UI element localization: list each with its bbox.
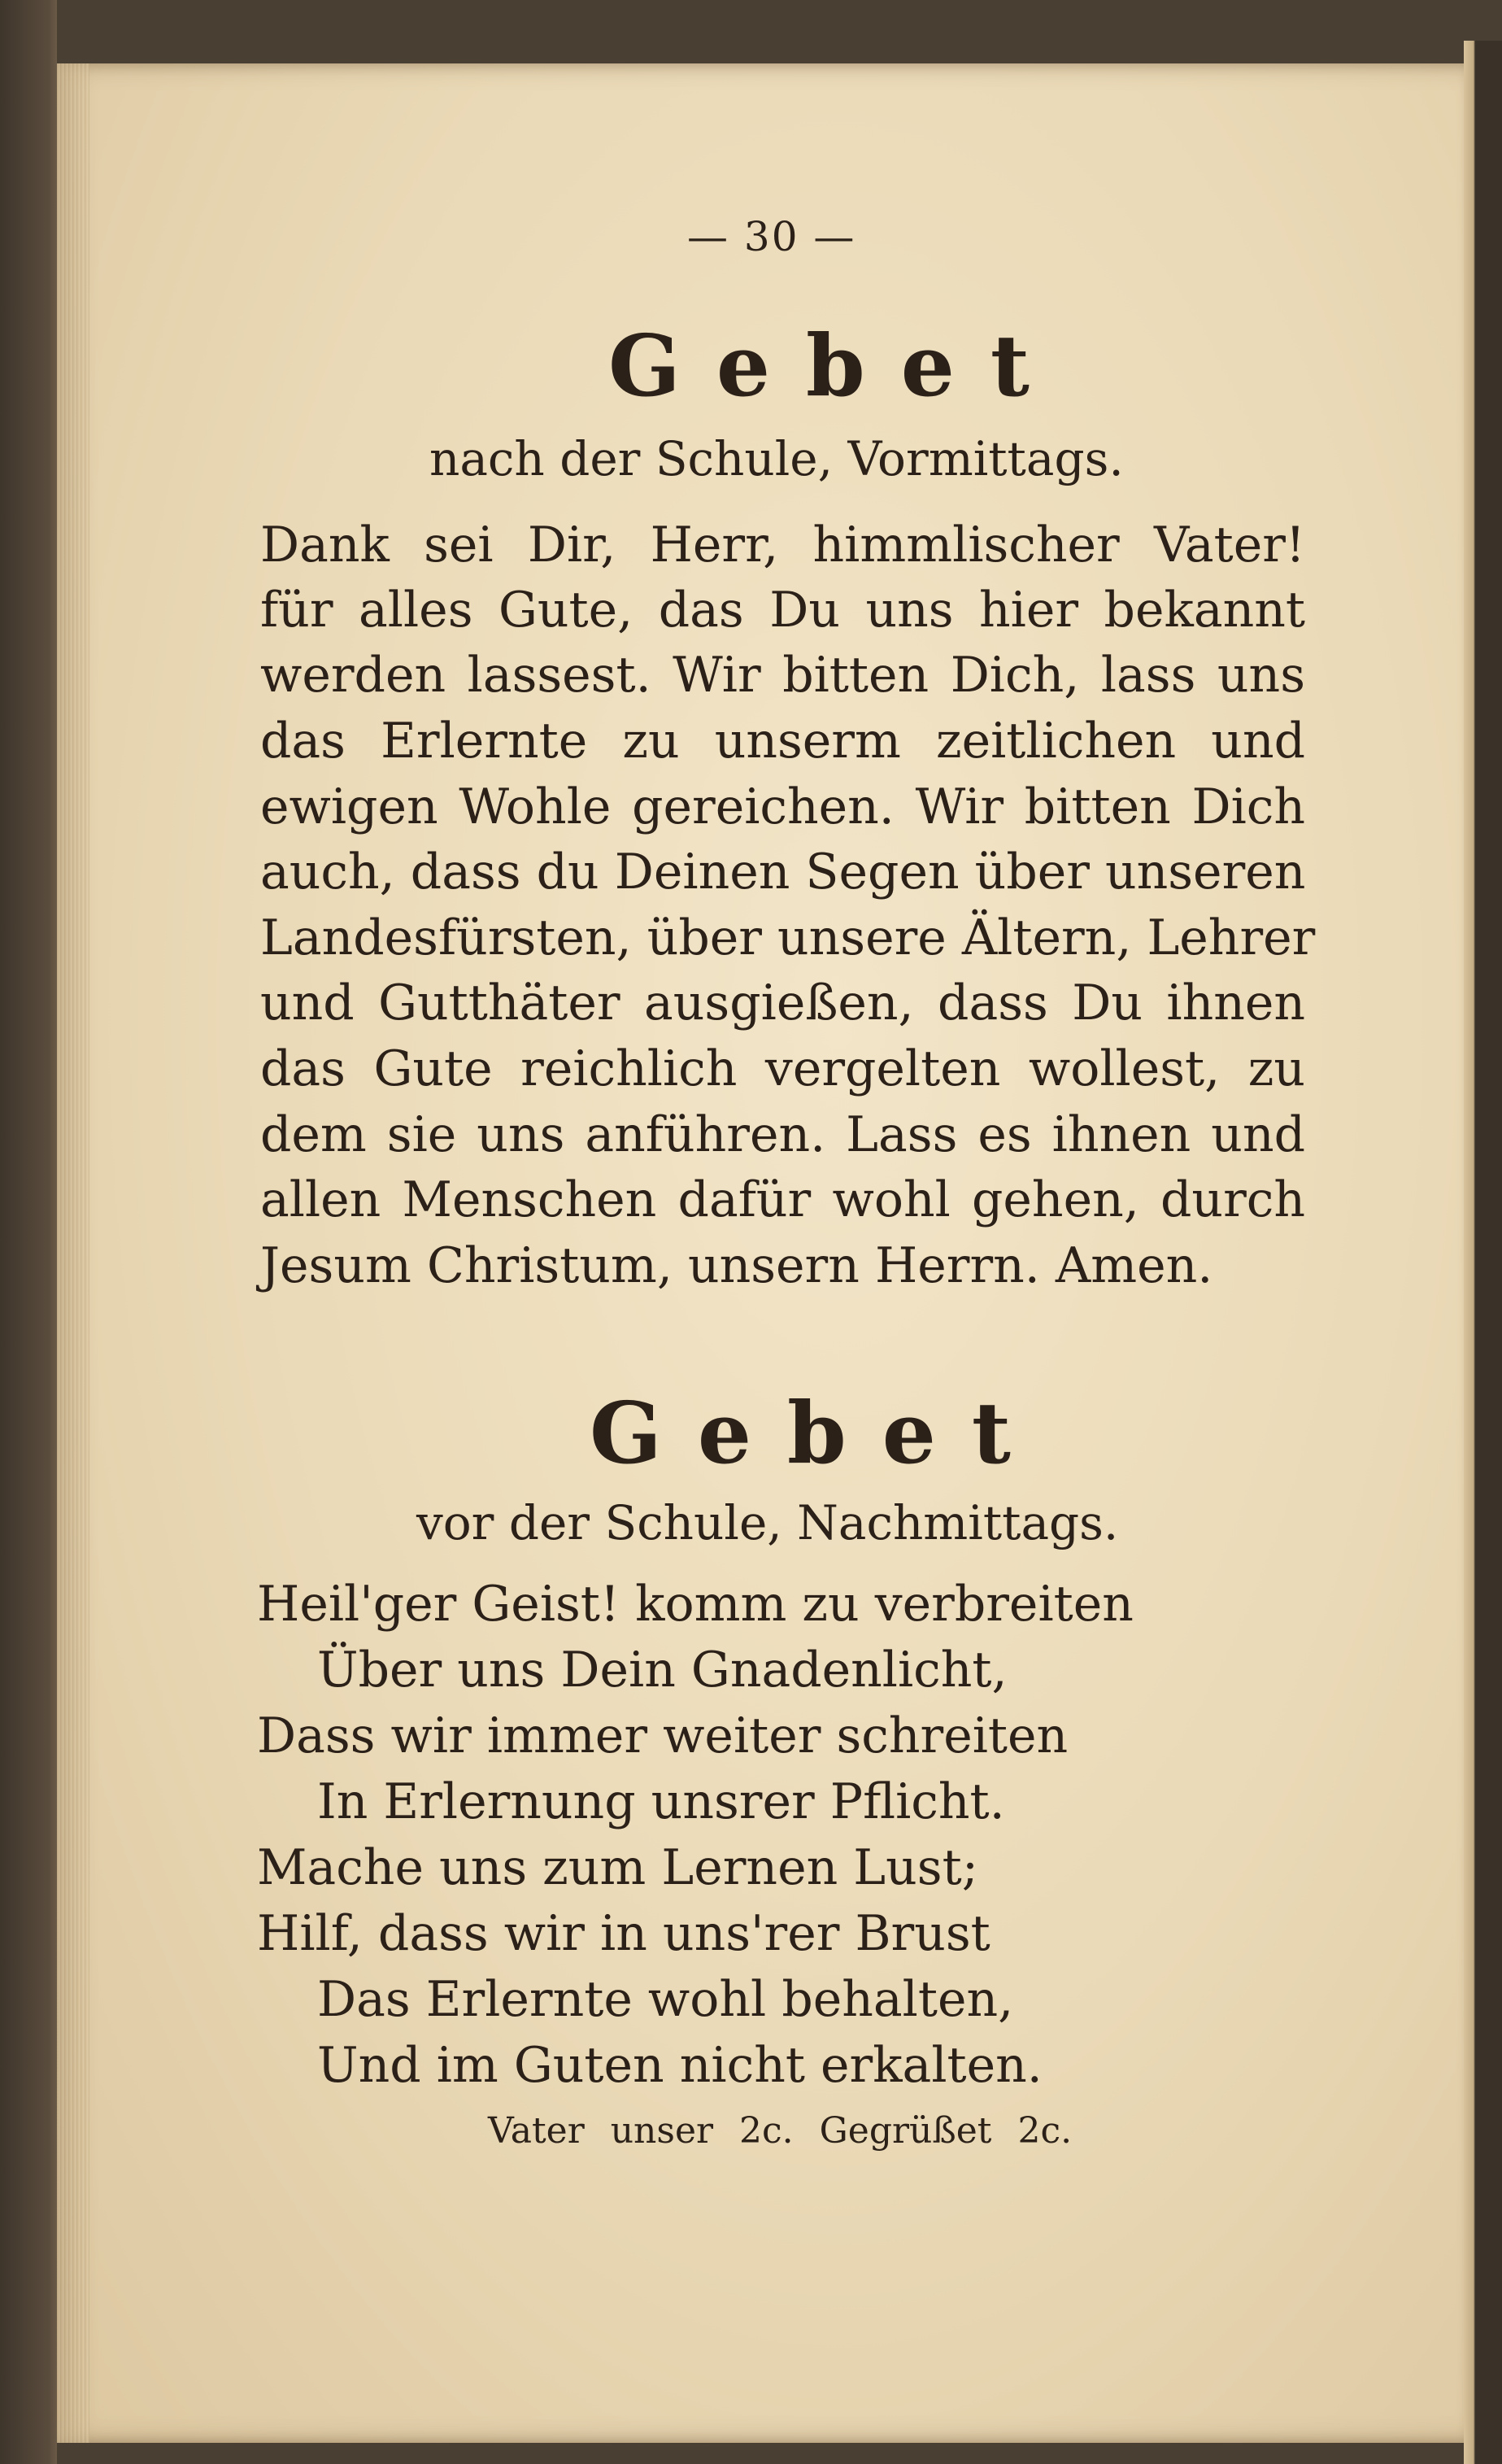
prayer-1-line: das Erlernte zu unserm zeitlichen und bbox=[260, 713, 1305, 770]
prayer-1-line: allen Menschen dafür wohl gehen, durch bbox=[260, 1171, 1305, 1228]
prayer-1-title: Gebet bbox=[608, 316, 1065, 416]
prayer-1-line: ewigen Wohle gereichen. Wir bitten Dich bbox=[260, 778, 1305, 835]
verse-line: Das Erlernte wohl behalten, bbox=[317, 1971, 1014, 2028]
verse-line: Und im Guten nicht erkalten. bbox=[317, 2037, 1043, 2094]
verse-line: Dass wir immer weiter schreiten bbox=[257, 1707, 1069, 1764]
prayer-1-line: werden lassest. Wir bitten Dich, lass uns bbox=[260, 647, 1305, 704]
prayer-1-line: dem sie uns anführen. Lass es ihnen und bbox=[260, 1106, 1305, 1163]
prayer-1-line: Landesfürsten, über unsere Ältern, Lehrer bbox=[260, 909, 1316, 966]
facing-page-edge bbox=[1464, 41, 1502, 2464]
prayer-1-line: und Gutthäter ausgießen, dass Du ihnen bbox=[260, 975, 1305, 1031]
verse-line: Heil'ger Geist! komm zu verbreiten bbox=[257, 1576, 1134, 1633]
prayer-1-subtitle: nach der Schule, Vormittags. bbox=[429, 431, 1124, 486]
prayer-1-line: Jesum Christum, unsern Herrn. Amen. bbox=[260, 1237, 1213, 1294]
prayer-2-title: Gebet bbox=[590, 1383, 1047, 1483]
prayer-1-line: für alles Gute, das Du uns hier bekannt bbox=[260, 582, 1305, 639]
prayer-1-line: Dank sei Dir, Herr, himmlischer Vater! bbox=[260, 517, 1305, 573]
prayer-2-subtitle: vor der Schule, Nachmittags. bbox=[416, 1495, 1119, 1550]
verse-line: In Erlernung unsrer Pflicht. bbox=[317, 1773, 1005, 1830]
prayer-1-line: auch, dass du Deinen Segen über unseren bbox=[260, 844, 1306, 901]
verse-line: Hilf, dass wir in uns'rer Brust bbox=[257, 1905, 990, 1962]
verse-line: Über uns Dein Gnadenlicht, bbox=[317, 1642, 1008, 1699]
prayer-1-line: das Gute reichlich vergelten wollest, zu bbox=[260, 1040, 1305, 1097]
page-gutter-edges bbox=[57, 63, 89, 2443]
verse-line: Mache uns zum Lernen Lust; bbox=[257, 1839, 978, 1896]
closing-note: Vater unser 2c. Gegrüßet 2c. bbox=[488, 2110, 1073, 2152]
page-number: — 30 — bbox=[687, 213, 856, 260]
